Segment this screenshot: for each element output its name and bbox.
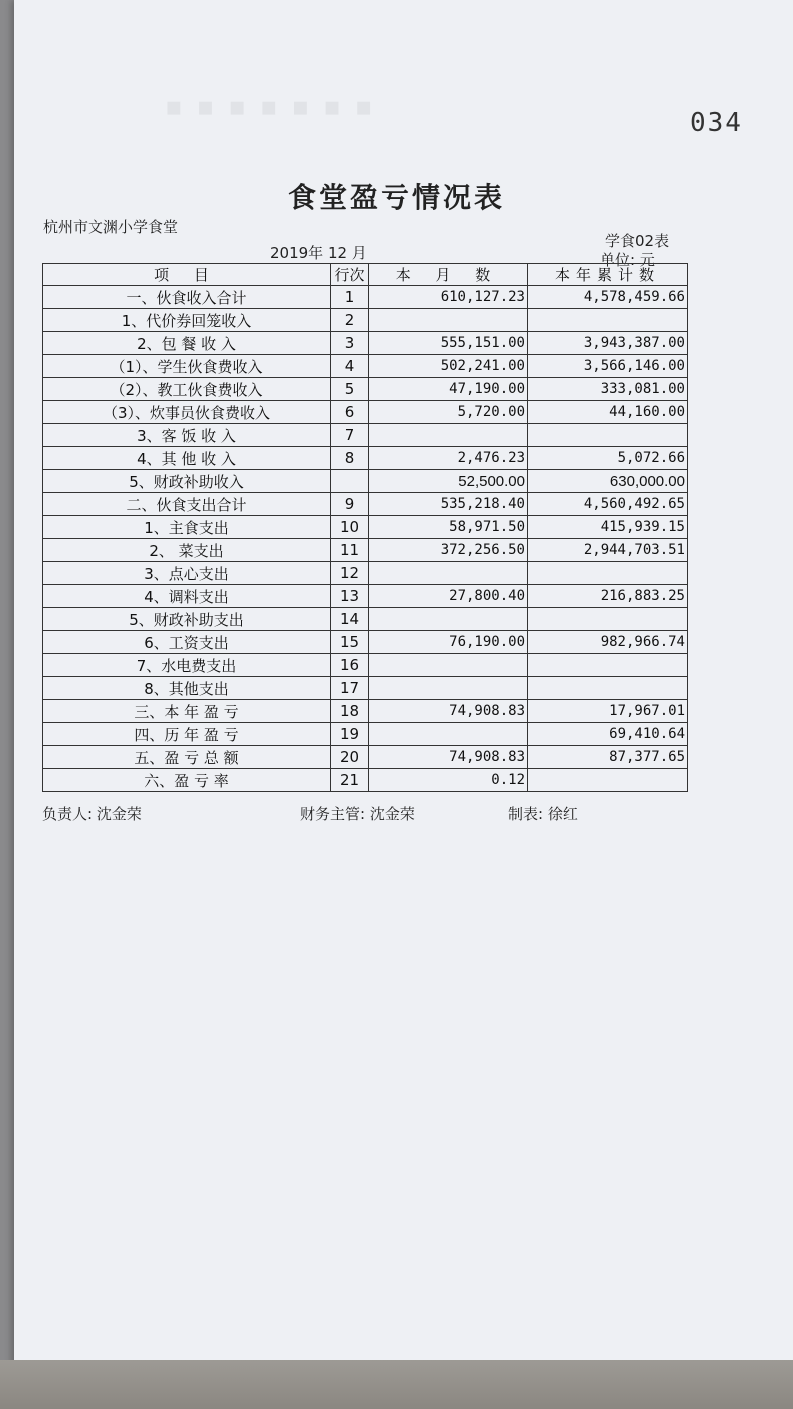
table-row (43, 332, 688, 355)
row-line-no: 16 (331, 654, 369, 677)
table-row (43, 378, 688, 401)
row-line-no: 21 (331, 769, 369, 792)
table-row (43, 309, 688, 332)
table-row (43, 723, 688, 746)
row-item: 四、历 年 盈 亏 (43, 723, 331, 746)
row-year-value: 3,566,146.00 (528, 355, 688, 378)
row-line-no: 2 (331, 309, 369, 332)
header-year: 本年累计数 (528, 264, 688, 286)
table-row (43, 585, 688, 608)
row-year-value (528, 309, 688, 332)
finance-supervisor: 财务主管: 沈金荣 (300, 805, 415, 823)
row-month-value: 372,256.50 (369, 539, 528, 562)
responsible-person: 负责人: 沈金荣 (42, 805, 142, 823)
row-month-value: 610,127.23 (369, 286, 528, 309)
header-item: 项 目 (43, 264, 331, 286)
row-month-value: 52,500.00 (369, 470, 528, 493)
row-line-no: 6 (331, 401, 369, 424)
row-line-no: 4 (331, 355, 369, 378)
row-line-no: 8 (331, 447, 369, 470)
row-year-value: 3,943,387.00 (528, 332, 688, 355)
row-month-value (369, 309, 528, 332)
row-month-value (369, 562, 528, 585)
table-row (43, 562, 688, 585)
table-row (43, 355, 688, 378)
row-line-no: 14 (331, 608, 369, 631)
table-row (43, 769, 688, 792)
row-line-no: 20 (331, 746, 369, 769)
row-year-value (528, 769, 688, 792)
row-year-value: 4,560,492.65 (528, 493, 688, 516)
row-item: 二、伙食支出合计 (43, 493, 331, 516)
row-year-value (528, 562, 688, 585)
row-line-no (331, 470, 369, 493)
row-month-value: 76,190.00 (369, 631, 528, 654)
row-year-value: 87,377.65 (528, 746, 688, 769)
table-row (43, 516, 688, 539)
row-line-no: 1 (331, 286, 369, 309)
row-year-value: 982,966.74 (528, 631, 688, 654)
table-row (43, 677, 688, 700)
row-line-no: 10 (331, 516, 369, 539)
row-line-no: 9 (331, 493, 369, 516)
row-year-value: 69,410.64 (528, 723, 688, 746)
row-item: （3）、炊事员伙食费收入 (43, 401, 331, 424)
row-item: 六、盈 亏 率 (43, 769, 331, 792)
report-period: 2019年 12 月 (270, 244, 367, 262)
row-month-value (369, 424, 528, 447)
row-line-no: 13 (331, 585, 369, 608)
row-month-value: 555,151.00 (369, 332, 528, 355)
row-month-value (369, 677, 528, 700)
row-year-value: 4,578,459.66 (528, 286, 688, 309)
row-year-value: 17,967.01 (528, 700, 688, 723)
row-line-no: 12 (331, 562, 369, 585)
bleed-through-text: ▪▪▪▪▪▪▪ (165, 92, 387, 122)
table-row (43, 539, 688, 562)
row-month-value: 74,908.83 (369, 746, 528, 769)
table-row (43, 608, 688, 631)
row-year-value: 216,883.25 (528, 585, 688, 608)
row-item: 3、点心支出 (43, 562, 331, 585)
row-line-no: 3 (331, 332, 369, 355)
row-item: 8、其他支出 (43, 677, 331, 700)
row-month-value (369, 608, 528, 631)
row-year-value (528, 424, 688, 447)
row-line-no: 19 (331, 723, 369, 746)
row-line-no: 11 (331, 539, 369, 562)
row-month-value (369, 654, 528, 677)
table-preparer: 制表: 徐红 (508, 805, 578, 823)
row-year-value (528, 677, 688, 700)
row-item: 4、调料支出 (43, 585, 331, 608)
row-item: 1、主食支出 (43, 516, 331, 539)
table-row (43, 447, 688, 470)
row-item: 一、伙食收入合计 (43, 286, 331, 309)
row-item: 五、盈 亏 总 额 (43, 746, 331, 769)
row-item: 7、水电费支出 (43, 654, 331, 677)
row-line-no: 17 (331, 677, 369, 700)
page-edge-shadow (0, 1360, 793, 1409)
form-code: 学食02表 (605, 232, 670, 250)
organization-name: 杭州市文渊小学食堂 (43, 218, 179, 236)
table-row (43, 493, 688, 516)
row-month-value: 5,720.00 (369, 401, 528, 424)
table-row (43, 286, 688, 309)
row-item: 5、财政补助收入 (43, 470, 331, 493)
report-title: 食堂盈亏情况表 (287, 181, 505, 214)
row-item: 2、 菜支出 (43, 539, 331, 562)
row-item: 5、财政补助支出 (43, 608, 331, 631)
row-year-value (528, 608, 688, 631)
row-month-value: 502,241.00 (369, 355, 528, 378)
table-row (43, 631, 688, 654)
row-year-value: 630,000.00 (528, 470, 688, 493)
profit-loss-table (42, 263, 688, 792)
row-month-value: 58,971.50 (369, 516, 528, 539)
table-row (43, 470, 688, 493)
table-header-row (43, 264, 688, 286)
row-month-value: 0.12 (369, 769, 528, 792)
row-item: 2、包 餐 收 入 (43, 332, 331, 355)
row-item: （1）、学生伙食费收入 (43, 355, 331, 378)
page-number: 034 (690, 108, 743, 138)
table-row (43, 700, 688, 723)
row-month-value: 2,476.23 (369, 447, 528, 470)
row-month-value: 27,800.40 (369, 585, 528, 608)
row-line-no: 15 (331, 631, 369, 654)
header-line-no: 行次 (331, 264, 369, 286)
row-item: 3、客 饭 收 入 (43, 424, 331, 447)
row-year-value: 333,081.00 (528, 378, 688, 401)
table-row (43, 401, 688, 424)
row-line-no: 18 (331, 700, 369, 723)
row-year-value: 44,160.00 (528, 401, 688, 424)
table-row (43, 654, 688, 677)
currency-unit: 单位: 元 (600, 251, 655, 269)
row-item: 三、本 年 盈 亏 (43, 700, 331, 723)
row-year-value: 415,939.15 (528, 516, 688, 539)
row-year-value (528, 654, 688, 677)
row-line-no: 5 (331, 378, 369, 401)
row-month-value: 74,908.83 (369, 700, 528, 723)
row-year-value: 5,072.66 (528, 447, 688, 470)
header-month: 本 月 数 (369, 264, 528, 286)
row-year-value: 2,944,703.51 (528, 539, 688, 562)
row-month-value: 47,190.00 (369, 378, 528, 401)
row-month-value (369, 723, 528, 746)
row-item: 4、其 他 收 入 (43, 447, 331, 470)
row-item: 6、工资支出 (43, 631, 331, 654)
table-row (43, 424, 688, 447)
row-month-value: 535,218.40 (369, 493, 528, 516)
row-item: （2）、教工伙食费收入 (43, 378, 331, 401)
table-row (43, 746, 688, 769)
row-line-no: 7 (331, 424, 369, 447)
row-item: 1、代价券回笼收入 (43, 309, 331, 332)
